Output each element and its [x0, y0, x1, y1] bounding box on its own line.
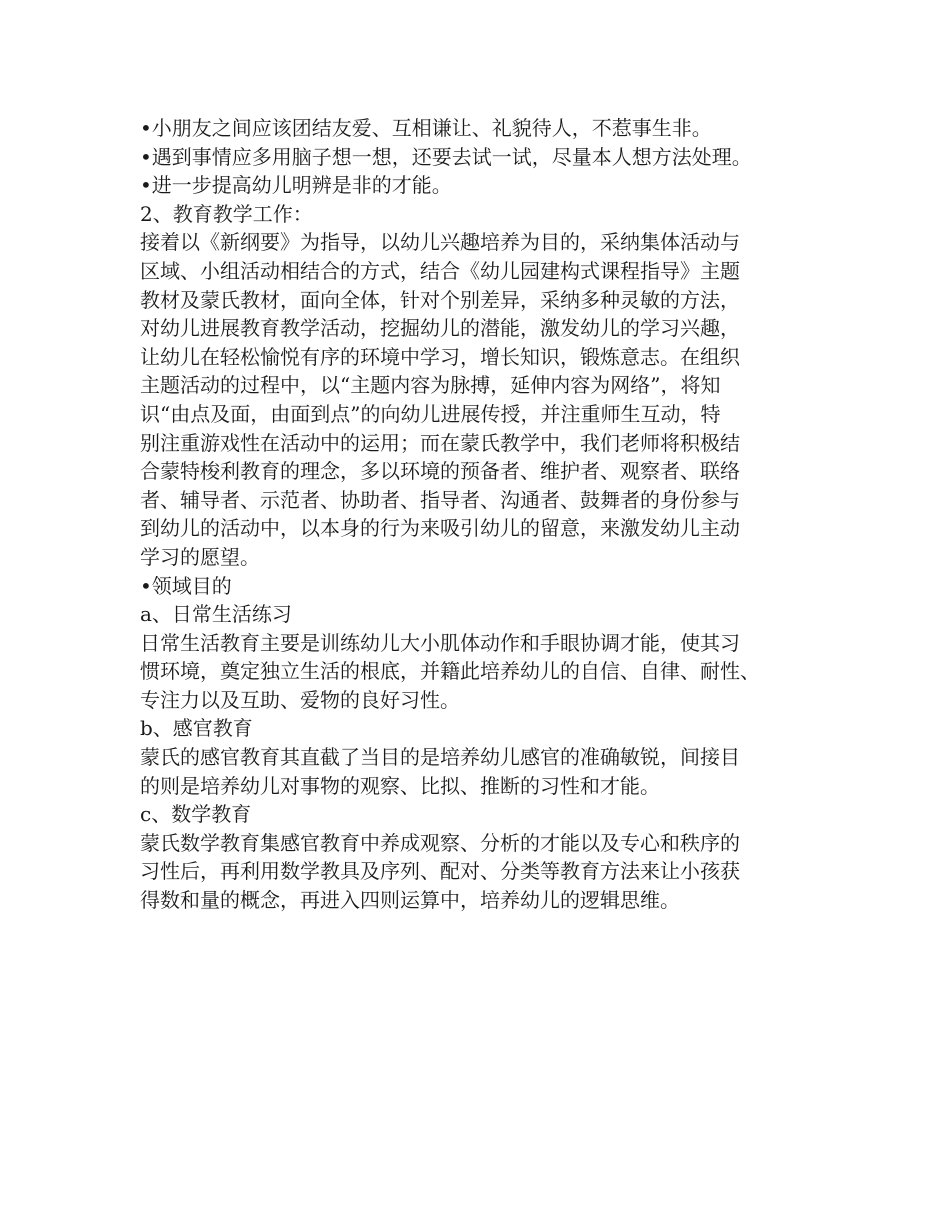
paragraph-line: 者、辅导者、示范者、协助者、指导者、沟通者、鼓舞者的身份参与	[140, 487, 740, 512]
paragraph-line: 专注力以及互助、爱物的良好习性。	[140, 687, 460, 712]
subheading-math: c、数学教育	[140, 802, 252, 827]
paragraph-line: 蒙氏的感官教育其直截了当目的是培养幼儿感官的准确敏锐，间接目	[140, 745, 740, 770]
paragraph-line: 教材及蒙氏教材，面向全体，针对个别差异，采纳多种灵敏的方法，	[140, 287, 740, 312]
section-heading-teaching: 2、教育教学工作：	[140, 201, 313, 226]
paragraph-line: 的则是培养幼儿对事物的观察、比拟、推断的习性和才能。	[140, 773, 660, 798]
subheading-daily-life: a、日常生活练习	[140, 602, 292, 627]
bullet-domain-goals: •领域目的	[140, 573, 232, 598]
paragraph-line: 别注重游戏性在活动中的运用；而在蒙氏教学中，我们老师将积极结	[140, 430, 740, 455]
bullet-unity: •小朋友之间应该团结友爱、互相谦让、礼貌待人，不惹事生非。	[140, 116, 712, 140]
paragraph-line: 接着以《新纲要》为指导，以幼儿兴趣培养为目的，采纳集体活动与	[140, 230, 740, 255]
paragraph-line: 区域、小组活动相结合的方式，结合《幼儿园建构式课程指导》主题	[140, 258, 740, 283]
bullet-judgement: •进一步提高幼儿明辨是非的才能。	[140, 173, 452, 198]
paragraph-line: 识“由点及面，由面到点”的向幼儿进展传授，并注重师生互动，特	[140, 401, 721, 426]
paragraph-line: 日常生活教育主要是训练幼儿大小肌体动作和手眼协调才能，使其习	[140, 630, 740, 655]
paragraph-line: 惯环境，奠定独立生活的根底，并籍此培养幼儿的自信、自律、耐性、	[140, 659, 760, 684]
paragraph-line: 习性后，再利用数学教具及序列、配对、分类等教育方法来让小孩获	[140, 859, 740, 884]
paragraph-line: 蒙氏数学教育集感官教育中养成观察、分析的才能以及专心和秩序的	[140, 830, 740, 855]
paragraph-line: 得数和量的概念，再进入四则运算中，培养幼儿的逻辑思维。	[140, 888, 680, 913]
document-body	[140, 114, 840, 915]
subheading-sensory: b、感官教育	[140, 716, 253, 741]
paragraph-line: 学习的愿望。	[140, 544, 260, 569]
paragraph-line: 对幼儿进展教育教学活动，挖掘幼儿的潜能，激发幼儿的学习兴趣，	[140, 316, 740, 341]
paragraph-line: 到幼儿的活动中，以本身的行为来吸引幼儿的留意，来激发幼儿主动	[140, 516, 740, 541]
paragraph-line: 合蒙特梭利教育的理念，多以环境的预备者、维护者、观察者、联络	[140, 459, 740, 484]
paragraph-line: 主题活动的过程中，以“主题内容为脉搏，延伸内容为网络”，将知	[140, 373, 721, 398]
paragraph-line: 让幼儿在轻松愉悦有序的环境中学习，增长知识，锻炼意志。在组织	[140, 344, 740, 369]
bullet-think: •遇到事情应多用脑子想一想，还要去试一试，尽量本人想方法处理。	[140, 144, 752, 169]
